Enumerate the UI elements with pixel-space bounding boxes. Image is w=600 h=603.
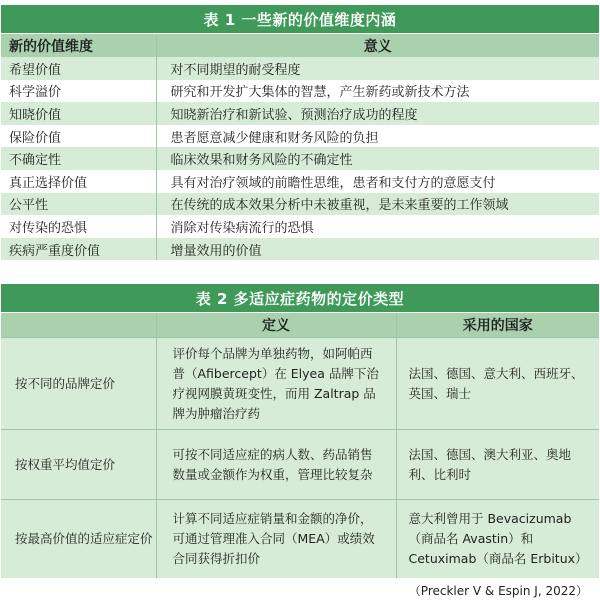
source-citation: （Preckler V & Espin J, 2022） — [408, 584, 588, 598]
table-row — [1, 430, 599, 500]
meaning-cell: 消除对传染病流行的恐惧 — [156, 215, 599, 238]
table-row — [1, 215, 599, 238]
meaning-cell: 具有对治疗领域的前瞻性思维，患者和支付方的意愿支付 — [156, 170, 599, 193]
dimension-cell: 科学溢价 — [1, 80, 156, 103]
table-row — [1, 147, 599, 170]
meaning-cell: 知晓新治疗和新试验、预测治疗成功的程度 — [156, 102, 599, 125]
definition-cell: 评价每个品牌为单独药物，如阿帕西普（Afibercept）在 Elyea 品牌下治疗视网膜黄斑变性，而用 Zaltrap 品牌为肿瘤治疗药 — [156, 338, 396, 430]
countries-cell: 法国、德国、意大利、西班牙、英国、瑞士 — [396, 338, 599, 430]
dimension-cell: 疾病严重度价值 — [1, 238, 156, 261]
dimension-cell: 公平性 — [1, 193, 156, 216]
dimension-cell: 知晓价值 — [1, 102, 156, 125]
dimension-cell: 真正选择价值 — [1, 170, 156, 193]
dimension-cell: 保险价值 — [1, 125, 156, 148]
definition-cell: 计算不同适应症销量和金额的净价，可通过管理准入合同（MEA）或绩效合同获得折扣价 — [156, 500, 396, 578]
meaning-cell: 患者愿意减少健康和财务风险的负担 — [156, 125, 599, 148]
dimension-cell: 对传染的恐惧 — [1, 215, 156, 238]
table2-header-countries: 采用的国家 — [396, 313, 599, 338]
table-row — [1, 500, 599, 578]
table-row — [1, 238, 599, 261]
meaning-cell: 对不同期望的耐受程度 — [156, 57, 599, 80]
pricing-type-cell: 按权重平均值定价 — [1, 430, 156, 500]
table2-header-row — [1, 313, 599, 338]
table1-header-dimension: 新的价值维度 — [1, 34, 156, 57]
meaning-cell: 临床效果和财务风险的不确定性 — [156, 147, 599, 170]
table1-header-row — [1, 34, 599, 57]
meaning-cell: 在传统的成本效果分析中未被重视，是未来重要的工作领域 — [156, 193, 599, 216]
definition-cell: 可按不同适应症的病人数、药品销售数量或金额作为权重，管理比较复杂 — [156, 430, 396, 500]
dimension-cell: 不确定性 — [1, 147, 156, 170]
table1-value-dimensions — [1, 34, 599, 260]
table-row — [1, 338, 599, 430]
table-row — [1, 57, 599, 80]
table-row — [1, 170, 599, 193]
pricing-type-cell: 按最高价值的适应症定价 — [1, 500, 156, 578]
table-row — [1, 102, 599, 125]
countries-cell: 意大利曾用于 Bevacizumab（商品名 Avastin）和 Cetuximab（商品名 Erbitux） — [396, 500, 599, 578]
table1-title: 表 1 一些新的价值维度内涵 — [1, 5, 599, 33]
table2-pricing-types — [1, 313, 599, 578]
pricing-type-cell: 按不同的品牌定价 — [1, 338, 156, 430]
countries-cell: 法国、德国、澳大利亚、奥地利、比利时 — [396, 430, 599, 500]
dimension-cell: 希望价值 — [1, 57, 156, 80]
table-row — [1, 80, 599, 103]
table-row — [1, 193, 599, 216]
table2-title: 表 2 多适应症药物的定价类型 — [1, 284, 599, 312]
table2-header-type — [1, 313, 156, 338]
table1-header-meaning: 意义 — [156, 34, 599, 57]
meaning-cell: 增量效用的价值 — [156, 238, 599, 261]
table-row — [1, 125, 599, 148]
table2-header-definition: 定义 — [156, 313, 396, 338]
meaning-cell: 研究和开发扩大集体的智慧，产生新药或新技术方法 — [156, 80, 599, 103]
